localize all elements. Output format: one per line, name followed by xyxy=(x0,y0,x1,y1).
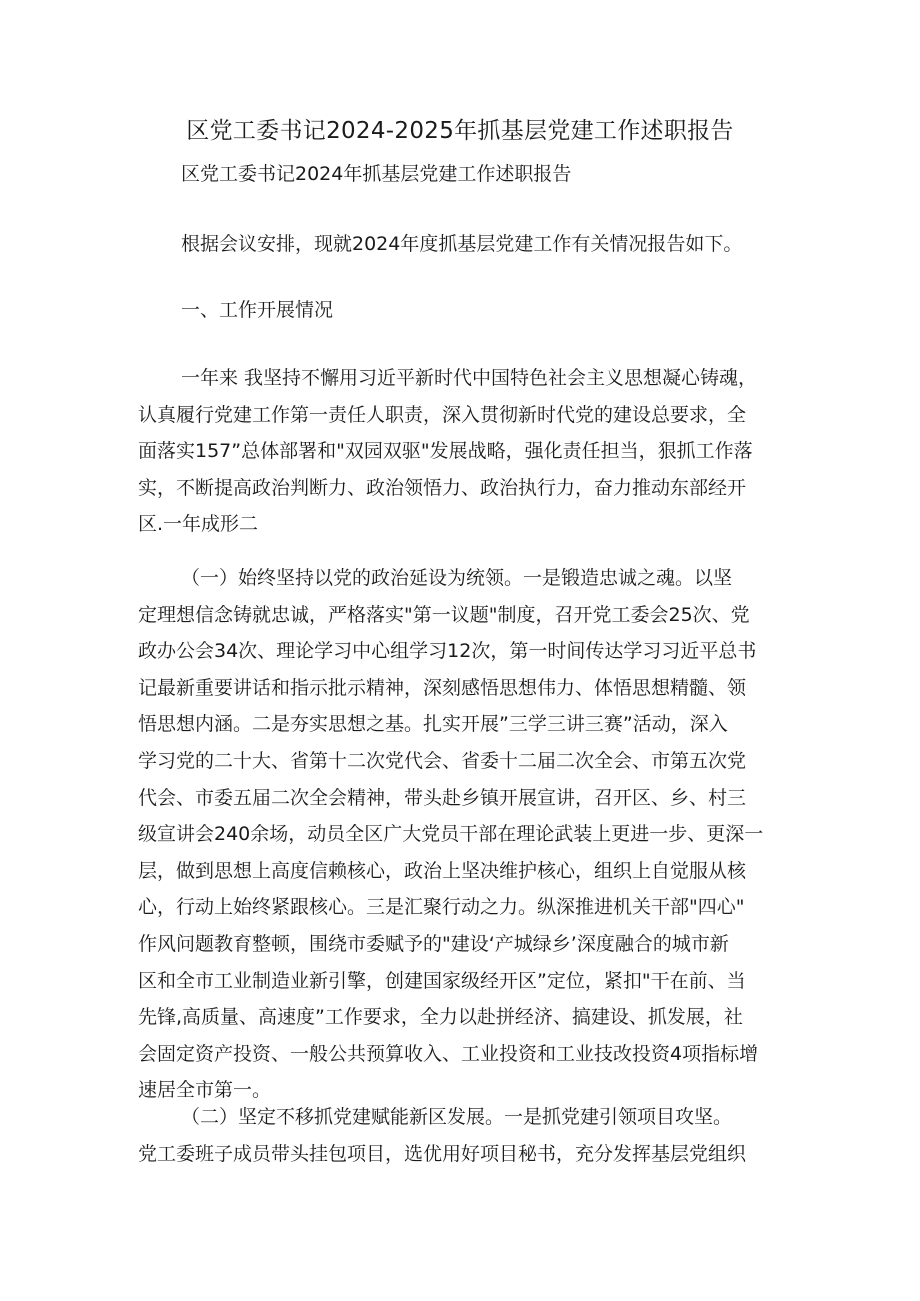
paragraph-line: 会固定资产投资、一般公共预算收入、工业投资和工业技改投资4项指标增 xyxy=(138,1042,759,1065)
paragraph-line: 层，做到思想上高度信赖核心，政治上坚决维护核心，组织上自觉服从核 xyxy=(138,859,747,882)
paragraph-2 xyxy=(138,560,784,1109)
section-heading: 一、工作开展情况 xyxy=(181,299,334,321)
paragraph-line: 政办公会34次、理论学习中心组学习12次，第一时间传达学习习近平总书 xyxy=(138,640,757,663)
paragraph-line: 心，行动上始终紧跟核心。三是汇聚行动之力。纵深推进机关干部"四心" xyxy=(138,896,745,919)
paragraph-line: 区.一年成形二 xyxy=(138,513,259,536)
paragraph-line: 代会、市委五届二次全会精神，带头赴乡镇开展宣讲，召开区、乡、村三 xyxy=(138,786,747,809)
paragraph-line: （二）坚定不移抓党建赋能新区发展。一是抓党建引领项目攻坚。 xyxy=(181,1106,733,1128)
paragraph-line: 党工委班子成员带头挂包项目，选优用好项目秘书，充分发挥基层党组织 xyxy=(138,1142,747,1165)
paragraph-line: 定理想信念铸就忠诚，严格落实"第一议题"制度，召开党工委会25次、党 xyxy=(138,603,750,626)
paragraph-line: 悟思想内涵。二是夯实思想之基。扎实开展”三学三讲三赛”活动，深入 xyxy=(138,713,728,736)
paragraph-line: （一）始终坚持以党的政治延设为统领。一是锻造忠诚之魂。以坚 xyxy=(181,567,733,589)
paragraph-3 xyxy=(138,1099,784,1172)
paragraph-line: 面落实157”总体部署和"双园双驱"发展战略，强化责任担当，狠抓工作落 xyxy=(138,440,753,463)
document-title: 区党工委书记2024-2025年抓基层党建工作述职报告 xyxy=(186,118,734,144)
paragraph-line: 级宣讲会240余场，动员全区广大党员干部在理论武装上更进一步、更深一 xyxy=(138,823,764,846)
paragraph-line: 速居全市第一。 xyxy=(138,1079,272,1102)
intro-paragraph: 根据会议安排，现就2024年度抓基层党建工作有关情况报告如下。 xyxy=(181,233,743,255)
document-subtitle: 区党工委书记2024年抓基层党建工作述职报告 xyxy=(181,163,572,185)
paragraph-1 xyxy=(138,360,784,543)
paragraph-line: 区和全市工业制造业新引擎，创建国家级经开区”定位，紧扣"干在前、当 xyxy=(138,969,746,992)
paragraph-line: 学习党的二十大、省第十二次党代会、省委十二届二次全会、市第五次党 xyxy=(138,749,747,772)
paragraph-line: 作风问题教育整顿，围绕市委赋予的"建设‘产城绿乡’深度融合的城市新 xyxy=(138,932,729,955)
paragraph-line: 认真履行党建工作第一责任人职责，深入贯彻新时代党的建设总要求，全 xyxy=(138,403,747,426)
paragraph-line: 记最新重要讲话和指示批示精神，深刻感悟思想伟力、体悟思想精髓、领 xyxy=(138,676,747,699)
paragraph-line: 一年来 我坚持不懈用习近平新时代中国特色社会主义思想凝心铸魂， xyxy=(181,367,758,389)
paragraph-line: 实，不断提高政治判断力、政治领悟力、政治执行力，奋力推动东部经开 xyxy=(138,476,747,499)
paragraph-line: 先锋,高质量、高速度”工作要求，全力以赴拼经济、搞建设、抓发展，社 xyxy=(138,1006,743,1029)
